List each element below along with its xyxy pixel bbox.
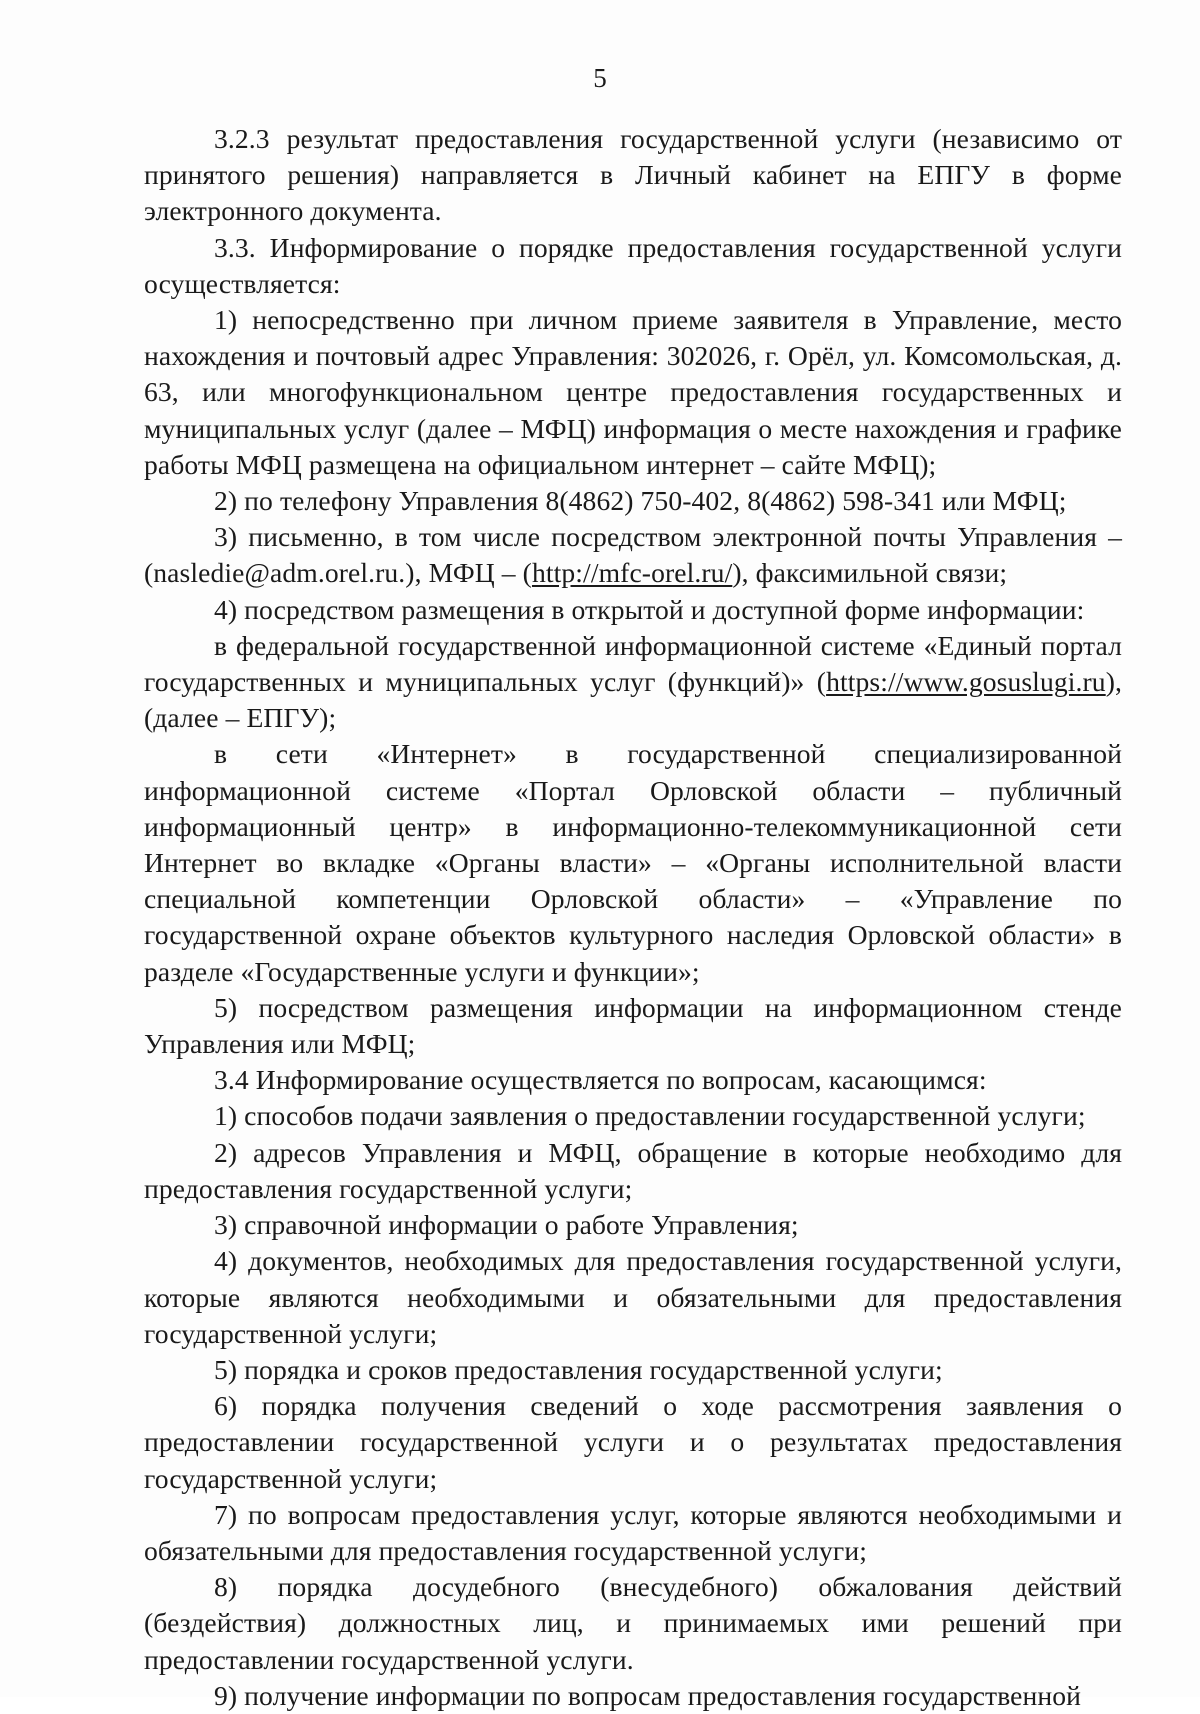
paragraph-3-2-3: 3.2.3 результат предоставления государственной услуги (независимо от принятого решения) направляется в Личный кабинет на ЕПГУ в форме электронного документа. (144, 123, 1122, 227)
paragraph-3-4-item-1: 1) способов подачи заявления о предоставлении государственной услуги; (214, 1100, 1086, 1132)
paragraph-text: ), (далее – ЕПГУ); (144, 666, 1122, 734)
paragraph-3-4-item-6: 6) порядка получения сведений о ходе рассмотрения заявления о предоставлении государственной услуги и о результатах предоставления государственной услуги; (144, 1390, 1122, 1494)
paragraph-3-3-item-4: 4) посредством размещения в открытой и доступной форме информации: (214, 593, 1085, 625)
gosuslugi-link[interactable]: https://www.gosuslugi.ru (826, 666, 1106, 698)
paragraph-3-4-item-4: 4) документов, необходимых для предоставления государственной услуги, которые являются необходимыми и обязательными для предоставления государственной услуги; (144, 1245, 1122, 1349)
paragraph-text: в федеральной государственной информационной системе «Единый портал государственных и муниципальных услуг (функций)» ( (144, 629, 1122, 698)
paragraph-3-4-item-8: 8) порядка досудебного (внесудебного) обжалования действий (бездействия) должностных лиц, и принимаемых ими решений при предоставлении государственной услуги. (144, 1571, 1122, 1675)
paragraph-3-4-item-2: 2) адресов Управления и МФЦ, обращение в которые необходимо для предоставления государственной услуги; (144, 1136, 1122, 1204)
paragraph-3-4-item-9: 9) получение информации по вопросам предоставления государственной (214, 1679, 1082, 1711)
paragraph-epgu (144, 628, 1122, 737)
paragraph-3-4-item-3: 3) справочной информации о работе Управления; (214, 1209, 799, 1241)
paragraph-text: 3) письменно, в том числе посредством электронной почты Управления – (nasledie@adm.orel.ru.), МФЦ – ( (144, 521, 1122, 589)
paragraph-3-3-item-5: 5) посредством размещения информации на информационном стенде Управления или МФЦ; (144, 991, 1122, 1060)
paragraph-3-3: 3.3. Информирование о порядке предоставления государственной услуги осуществляется: (144, 231, 1122, 299)
paragraph-text: ), факсимильной связи; (732, 557, 1008, 589)
paragraph-3-3-item-2: 2) по телефону Управления 8(4862) 750-402, 8(4862) 598-341 или МФЦ; (214, 485, 1067, 517)
paragraph-3-4-item-7: 7) по вопросам предоставления услуг, которые являются необходимыми и обязательными для предоставления государственной услуги; (144, 1498, 1122, 1566)
paragraph-internet-portal: в сети «Интернет» в государственной специализированной информационной системе «Портал Орловской области – публичный информационный центр» в информационно-телекоммуникационной сети Интернет во вкладке «Органы власти» – «Органы исполнительной власти специальной компетенции Орловской области» – «Управление по государственной охране объектов культурного наследия Орловской области» в разделе «Государственные услуги и функции»; (144, 738, 1122, 987)
document-body (144, 121, 1122, 1714)
page-number: 5 (593, 63, 607, 93)
paragraph-3-3-item-1: 1) непосредственно при личном приеме заявителя в Управление, место нахождения и почтовый адрес Управления: 302026, г. Орёл, ул. Комсомольская, д. 63, или многофункциональном центре предоставления государственных и муниципальных услуг (далее – МФЦ) информация о месте нахождения и графике работы МФЦ размещена на официальном интернет – сайте МФЦ); (144, 304, 1122, 480)
paragraph-3-4-item-5: 5) порядка и сроков предоставления государственной услуги; (214, 1353, 943, 1385)
paragraph-3-4: 3.4 Информирование осуществляется по вопросам, касающимся: (214, 1064, 987, 1096)
paragraph-3-3-item-3 (144, 519, 1122, 591)
mfc-site-link[interactable]: http://mfc-orel.ru/ (531, 557, 733, 589)
